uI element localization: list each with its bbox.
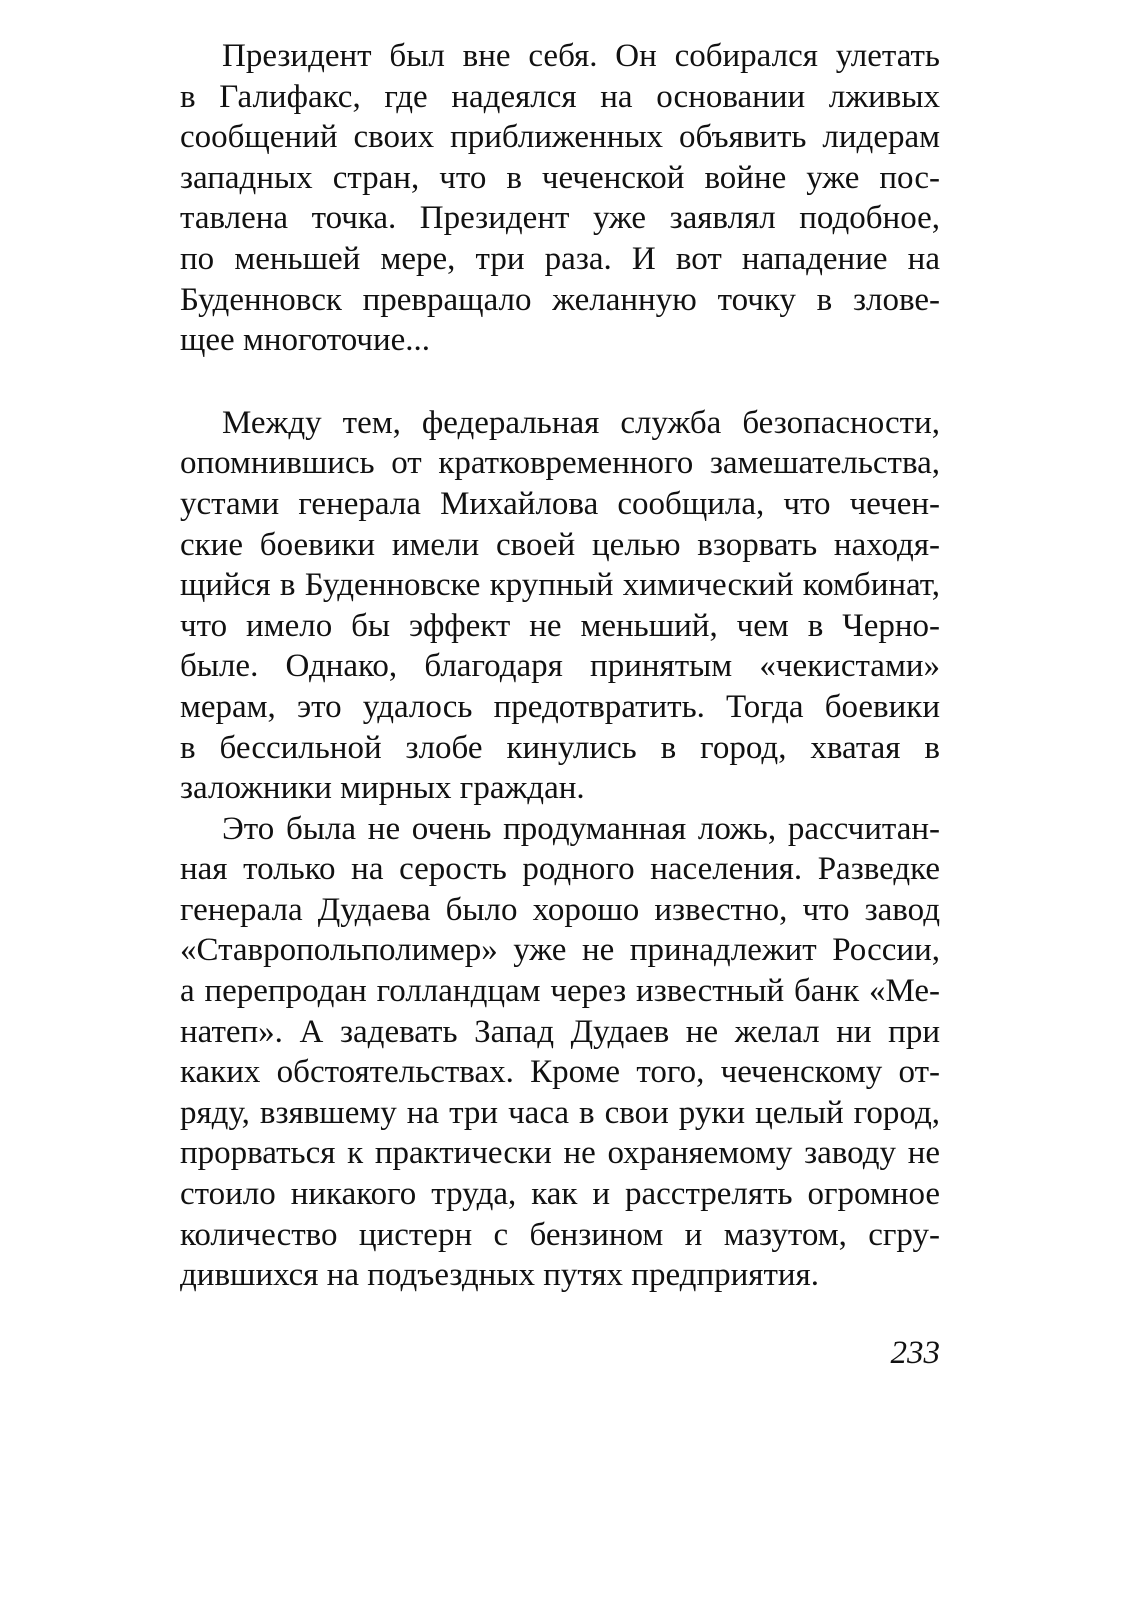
text-line: сообщений своих приближенных объявить лидерам <box>180 119 940 156</box>
text-line: по меньшей мере, три раза. И вот нападение на <box>180 240 940 277</box>
section-break <box>180 361 940 403</box>
text-line: щее многоточие... <box>180 322 431 359</box>
paragraph-2 <box>180 403 940 809</box>
text-line: натеп». А задевать Запад Дудаев не желал ни при <box>180 1013 940 1050</box>
text-line: мерам, это удалось предотвратить. Тогда боевики <box>180 688 940 725</box>
text-line: тавлена точка. Президент уже заявлял подобное, <box>180 200 940 237</box>
text-line: ная только на серость родного населения. Разведке <box>180 851 940 888</box>
text-line: Президент был вне себя. Он собирался улетать <box>222 38 940 74</box>
text-line: количество цистерн с бензином и мазутом, сгру- <box>180 1216 940 1253</box>
text-line: устами генерала Михайлова сообщила, что чечен- <box>180 485 940 522</box>
text-line: каких обстоятельствах. Кроме того, чеченскому от- <box>180 1054 940 1091</box>
text-line: а перепродан голландцам через известный банк «Ме- <box>180 973 940 1010</box>
text-line: стоило никакого труда, как и расстрелять огромное <box>180 1176 940 1213</box>
paragraph-1 <box>180 36 940 361</box>
text-line: в бессильной злобе кинулись в город, хватая в <box>180 729 940 766</box>
text-line: в Галифакс, где надеялся на основании лживых <box>180 78 940 115</box>
text-line: дившихся на подъездных путях предприятия. <box>180 1257 819 1294</box>
text-line: щийся в Буденновске крупный химический комбинат, <box>180 567 940 604</box>
text-line: Между тем, федеральная служба безопасности, <box>222 404 940 441</box>
text-line: Это была не очень продуманная ложь, рассчитан- <box>222 810 940 847</box>
text-line: генерала Дудаева было хорошо известно, что завод <box>180 891 940 928</box>
text-line: Буденновск превращало желанную точку в злове- <box>180 281 940 318</box>
text-line: заложники мирных граждан. <box>180 770 585 807</box>
text-line: быле. Однако, благодаря принятым «чекистами» <box>180 648 940 685</box>
text-line: западных стран, что в чеченской войне уже пос- <box>180 159 940 196</box>
text-line: ские боевики имели своей целью взорвать находя- <box>180 526 940 563</box>
page-body <box>180 36 940 1296</box>
text-line: опомнившись от кратковременного замешательства, <box>180 445 940 482</box>
paragraph-3 <box>180 809 940 1296</box>
text-line: что имело бы эффект не меньший, чем в Черно- <box>180 607 940 644</box>
text-line: «Ставропольполимер» уже не принадлежит России, <box>180 932 940 969</box>
text-line: ряду, взявшему на три часа в свои руки целый город, <box>180 1094 940 1131</box>
text-line: прорваться к практически не охраняемому заводу не <box>180 1135 940 1172</box>
page-number: 233 <box>890 1335 940 1371</box>
